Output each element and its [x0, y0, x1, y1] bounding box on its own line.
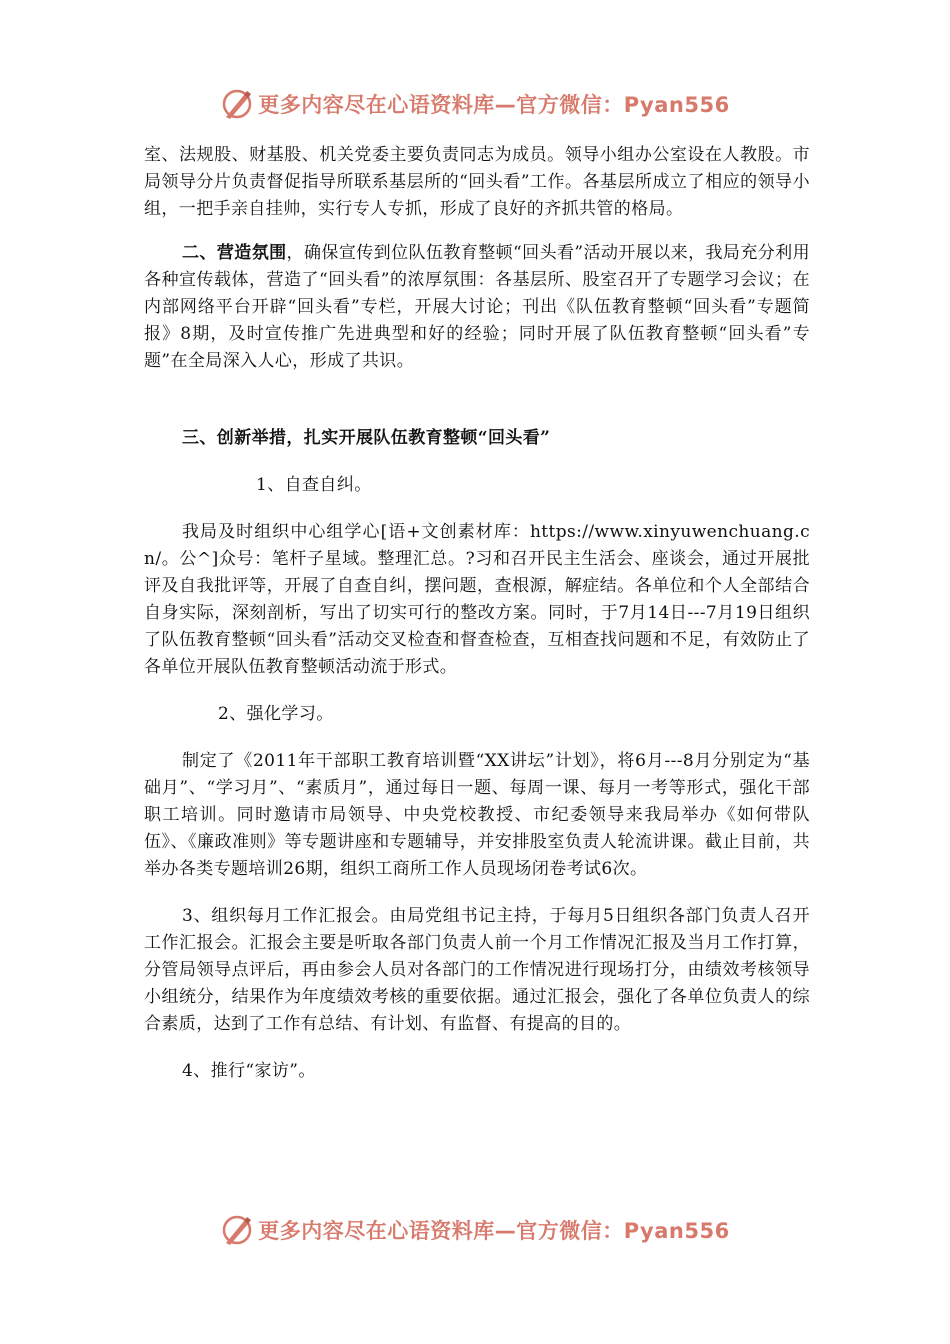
pen-logo-icon [220, 87, 254, 121]
pen-logo-icon [220, 1213, 254, 1247]
watermark-text: 更多内容尽在心语资料库—官方微信：Pyan556 [258, 1219, 730, 1243]
paragraph-leadership-group: 室、法规股、财基股、机关党委主要负责同志为成员。领导小组办公室设在人教股。市局领导分片负责督促指导所联系基层所的“回头看”工作。各基层所成立了相应的领导小组，一把手亲自挂帅，实行专人专抓，形成了良好的齐抓共管的格局。 [144, 145, 810, 219]
section-heading-2: 二、营造氛围 [182, 243, 287, 263]
subsection-body-1: 我局及时组织中心组学心[语+文创素材库：https://www.xinyuwenchuang.cn/。公^]众号：笔杆子星域。整理汇总。?习和召开民主生活会、座谈会，通过开展批评及自我批评等，开展了自查自纠，摆问题，查根源，解症结。各单位和个人全部结合自身实际，深刻剖析，写出了切实可行的整改方案。同时，于7月14日---7月19日组织了队伍教育整顿“回头看”活动交叉检查和督查检查，互相查找问题和不足，有效防止了各单位开展队伍教育整顿活动流于形式。 [144, 522, 810, 677]
subsection-title-1: 1、自查自纠。 [256, 475, 372, 495]
watermark-text: 更多内容尽在心语资料库—官方微信：Pyan556 [258, 93, 730, 117]
header-watermark [0, 84, 950, 124]
footer-watermark [0, 1210, 950, 1250]
document-body [144, 142, 810, 1085]
section-heading-3: 三、创新举措，扎实开展队伍教育整顿“回头看” [182, 428, 551, 448]
subsection-body-2: 制定了《2011年干部职工教育培训暨“XX讲坛”计划》，将6月---8月分别定为“基础月”、“学习月”、“素质月”，通过每日一题、每周一课、每月一考等形式，强化干部职工培训。同时邀请市局领导、中央党校教授、市纪委领导来我局举办《如何带队伍》、《廉政准则》等专题讲座和专题辅导，并安排股室负责人轮流讲课。截止目前，共举办各类专题培训26期，组织工商所工作人员现场闭卷考试6次。 [144, 751, 810, 879]
paragraph-atmosphere-body: ，确保宣传到位队伍教育整顿“回头看”活动开展以来，我局充分利用各种宣传载体，营造了“回头看”的浓厚氛围：各基层所、股室召开了专题学习会议；在内部网络平台开辟“回头看”专栏，开展大讨论；刊出《队伍教育整顿“回头看”专题简报》8期，及时宣传推广先进典型和好的经验；同时开展了队伍教育整顿“回头看”专题”在全局深入人心，形成了共识。 [144, 243, 811, 371]
paragraph-atmosphere [144, 240, 810, 375]
subsection-title-2: 2、强化学习。 [218, 704, 334, 724]
subsection-title-4: 4、推行“家访”。 [182, 1061, 316, 1081]
subsection-body-3: 3、组织每月工作汇报会。由局党组书记主持，于每月5日组织各部门负责人召开工作汇报会。汇报会主要是听取各部门负责人前一个月工作情况汇报及当月工作打算，分管局领导点评后，再由参会人员对各部门的工作情况进行现场打分，由绩效考核领导小组统分，结果作为年度绩效考核的重要依据。通过汇报会，强化了各单位负责人的综合素质，达到了工作有总结、有计划、有监督、有提高的目的。 [144, 906, 810, 1034]
